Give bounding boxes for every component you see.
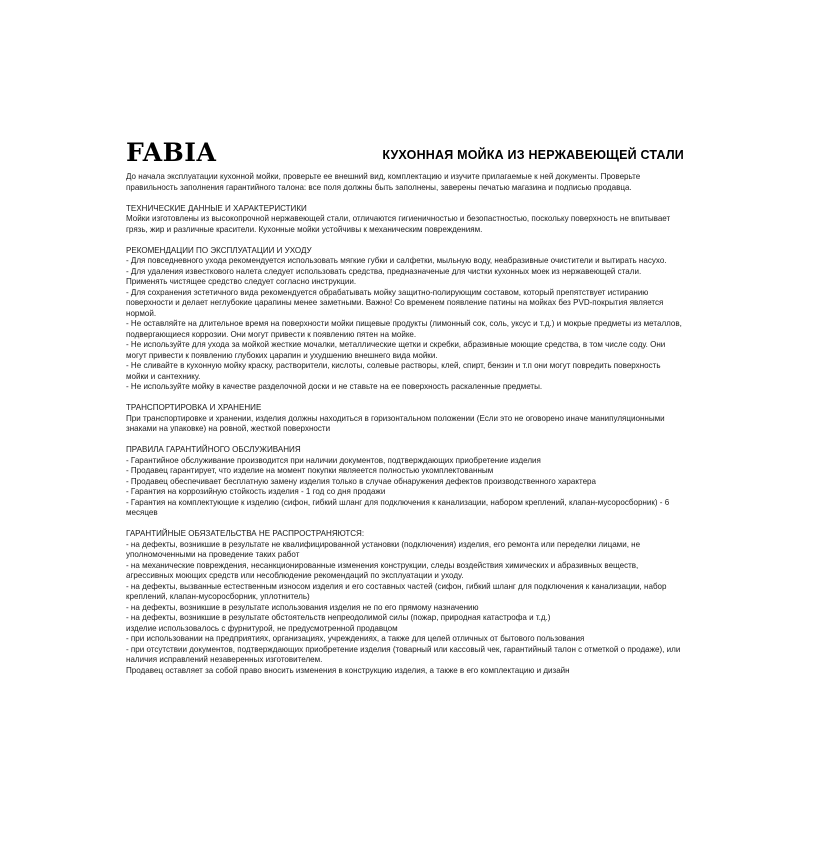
list-item: Продавец оставляет за собой право вносить изменения в конструкцию изделия, а также в его комплектацию и дизайн [126, 665, 570, 675]
list-item: - на дефекты, возникшие в результате обстоятельств непреодолимой силы (пожар, природная катастрофа и т.д.) [126, 613, 551, 622]
list-item: - на дефекты, вызванные естественным износом изделия и его составных частей (сифон, гибкий шланг для подключения к канализации, набор креплений, клапан-мусоросборник, уплотнитель) [126, 581, 667, 601]
section-title: РЕКОМЕНДАЦИИ ПО ЭКСПЛУАТАЦИИ И УХОДУ [126, 245, 312, 255]
section-title: ТРАНСПОРТИРОВКА И ХРАНЕНИЕ [126, 403, 262, 412]
brand-logo: FABIA [126, 138, 217, 167]
list-item: - на дефекты, возникшие в результате не квалифицированной установки (подключения) изделия, его ремонта или переделки лицами, не уполномоченными на проведение таких работ [126, 539, 641, 559]
list-item: - Продавец гарантирует, что изделие на момент покупки являеется полностью укомплектованным [126, 466, 494, 475]
list-item: - Для сохранения эстетичного вида рекомендуется обрабатывать мойку защитно-полирующим составом, который препятствует истиранию поверхности и делает неглубокие царапины менее заметными. Важно! Со временем появление патины на мойках без PVD-покрытия является нормой. [126, 287, 664, 318]
list-item: - на механические повреждения, несанкционированные изменения конструкции, следы воздействия химических и абразивных веществ, агрессивных моющих средств или несоблюдение рекомендаций по эксплуатации и уходу. [126, 560, 639, 580]
list-item: - при отсутствии документов, подтверждающих приобретение изделия (товарный или кассовый чек, гарантийный талон с отметкой о продаже), или наличия исправлений незаверенных изготовителем. [126, 644, 681, 664]
list-item: - Для повседневного ухода рекомендуется использовать мягкие губки и салфетки, мыльную воду, неабразивные очистители и вытирать насухо. [126, 256, 667, 265]
section-care-recommendations [126, 246, 684, 393]
section-text: При транспортировке и хранении, изделия должны находиться в горизонтальном положении (Если это не оговорено иначе манипуляционными знаками на упаковке) на ровной, жесткой поверхности [126, 413, 665, 433]
section-technical-data [126, 204, 684, 236]
list-item: - Не используйте для ухода за мойкой жесткие мочалки, металлические щетки и скребки, абразивные моющие средства, в том числе соду. Они могут привести к появлению глубоких царапин и ухудшению внешнего вида мойки. [126, 340, 666, 360]
document-body [126, 172, 684, 676]
list-item: - Гарантия на коррозийную стойкость изделия - 1 год со дня продажи [126, 487, 386, 496]
section-text: Мойки изготовлены из высокопрочной нержавеющей стали, отличаются гигиеничностью и безопастностью, поскольку поверхность не впитывает грязь, жир и различные красители. Кухонные мойки устойчивы к механическим повреждениям. [126, 214, 671, 234]
list-item: - Гарантия на комплектующие к изделию (сифон, гибкий шланг для подключения к канализации, набором креплений, клапан-мусоросборник) - 6 месяцев [126, 497, 670, 517]
list-item: - Гарантийное обслуживание производится при наличии документов, подтверждающих приобретение изделия [126, 455, 541, 465]
section-title: ГАРАНТИЙНЫЕ ОБЯЗАТЕЛЬСТВА НЕ РАСПРОСТРАНЯЮТСЯ: [126, 529, 365, 538]
list-item: - при использовании на предприятиях, организациях, учреждениях, а также для целей отличных от бытового пользования [126, 634, 585, 643]
section-warranty-exclusions [126, 529, 684, 676]
document-title: КУХОННАЯ МОЙКА ИЗ НЕРЖАВЕЮЩЕЙ СТАЛИ [382, 148, 684, 162]
list-item: - Продавец обеспечивает бесплатную замену изделия только в случае обнаружения дефектов производственного характера [126, 476, 596, 486]
list-item: изделие использовалось с фурнитурой, не предусмотренной продавцом [126, 623, 398, 633]
section-transport-storage [126, 403, 684, 435]
instruction-sheet [126, 138, 684, 676]
list-item: - Для удаления известкового налета следует использовать средства, предназначеные для чистки кухонных моек из нержавеющей стали. Применять чистящее средство следует согласно инструкции. [126, 266, 642, 286]
list-item: - Не используйте мойку в качестве разделочной доски и не ставьте на ее поверхность раскаленные предметы. [126, 382, 543, 391]
list-item: - на дефекты, возникшие в результате использования изделия не по его прямому назначению [126, 602, 479, 612]
intro-paragraph: До начала эксплуатации кухонной мойки, проверьте ее внешний вид, комплектацию и изучите прилагаемые к ней документы. Проверьте правильность заполнения гарантийного талона: все поля должны быть заполнены, заверены печатью магазина и подписью продавца. [126, 172, 641, 192]
section-warranty-rules [126, 445, 684, 519]
list-item: - Не оставляйте на длительное время на поверхности мойки пищевые продукты (лимонный сок, соль, уксус и т.д.) и мокрые предметы из металлов, подвергающиеся коррозии. Они могут привести к появлению пятен на мойке. [126, 319, 682, 339]
section-title: ТЕХНИЧЕСКИЕ ДАННЫЕ И ХАРАКТЕРИСТИКИ [126, 203, 307, 213]
document-header [126, 138, 684, 167]
section-title: ПРАВИЛА ГАРАНТИЙНОГО ОБСЛУЖИВАНИЯ [126, 445, 301, 454]
list-item: - Не сливайте в кухонную мойку краску, растворители, кислоты, солевые растворы, клей, спирт, бензин и т.п они могут повредить поверхность мойки и сантехнику. [126, 361, 661, 381]
